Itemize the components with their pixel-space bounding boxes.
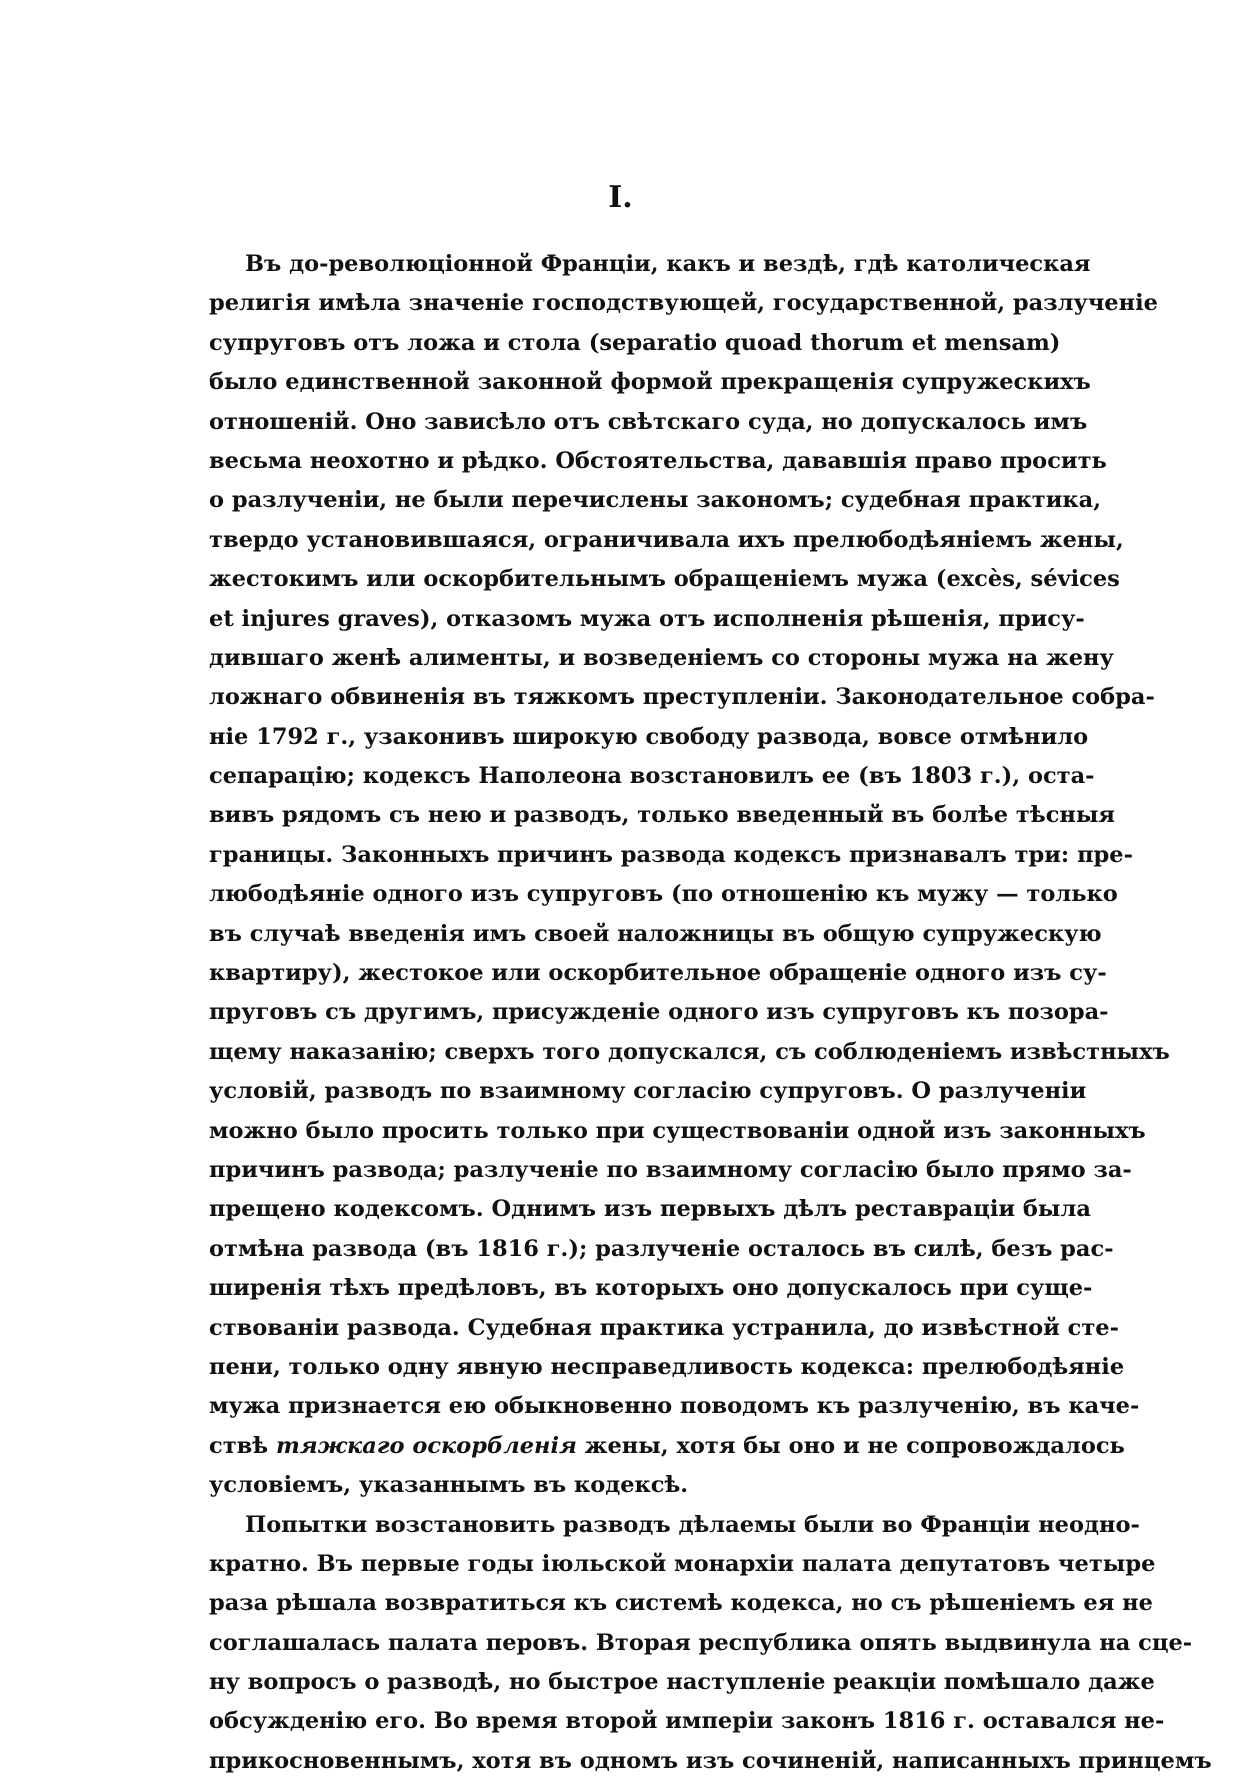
text-line: любодѣяніе одного изъ супруговъ (по отношенію къ мужу — только <box>209 875 1047 914</box>
paragraph-1 <box>209 245 1047 1427</box>
body-text <box>209 245 1047 1781</box>
italic-phrase: тяжкаго оскорбленія <box>276 1433 577 1459</box>
text-line: причинъ развода; разлученіе по взаимному согласію было прямо за- <box>209 1151 1047 1190</box>
text-line: щему наказанію; сверхъ того допускался, съ соблюденіемъ извѣстныхъ <box>209 1033 1047 1072</box>
text-line: раза рѣшала возвратиться къ системѣ кодекса, но съ рѣшеніемъ ея не <box>209 1584 1047 1623</box>
text-line: Попытки возстановить разводъ дѣлаемы были во Франціи неодно- <box>209 1506 1047 1545</box>
text-line: обсужденію его. Во время второй имперіи законъ 1816 г. оставался не- <box>209 1702 1047 1741</box>
chapter-heading: I. <box>0 178 1241 218</box>
text-line: дившаго женѣ алименты, и возведеніемъ со стороны мужа на жену <box>209 639 1047 678</box>
text-line: границы. Законныхъ причинъ развода кодексъ признавалъ три: пре- <box>209 836 1047 875</box>
text-line: весьма неохотно и рѣдко. Обстоятельства, дававшія право просить <box>209 442 1047 481</box>
text-line: въ случаѣ введенія имъ своей наложницы въ общую супружескую <box>209 915 1047 954</box>
text-line: et injures graves), отказомъ мужа отъ исполненія рѣшенія, прису- <box>209 600 1047 639</box>
text-line: ну вопросъ о разводѣ, но быстрое наступленіе реакціи помѣшало даже <box>209 1663 1047 1702</box>
text-line: прещено кодексомъ. Однимъ изъ первыхъ дѣлъ реставраціи была <box>209 1190 1047 1229</box>
paragraph-2 <box>209 1506 1047 1781</box>
text-line: соглашалась палата перовъ. Вторая республика опять выдвинула на сце- <box>209 1624 1047 1663</box>
text-line: отношеній. Оно зависѣло отъ свѣтскаго суда, но допускалось имъ <box>209 403 1047 442</box>
text-line: можно было просить только при существованіи одной изъ законныхъ <box>209 1112 1047 1151</box>
text-line: о разлученіи, не были перечислены закономъ; судебная практика, <box>209 481 1047 520</box>
text-line: твердо установившаяся, ограничивала ихъ прелюбодѣяніемъ жены, <box>209 521 1047 560</box>
text-line: религія имѣла значеніе господствующей, государственной, разлученіе <box>209 284 1047 323</box>
text-line: супруговъ отъ ложа и стола (separatio quoad thorum et mensam) <box>209 324 1047 363</box>
text-line: ширенія тѣхъ предѣловъ, въ которыхъ оно допускалось при суще- <box>209 1269 1047 1308</box>
text-line: было единственной законной формой прекращенія супружескихъ <box>209 363 1047 402</box>
text-line: сепарацію; кодексъ Наполеона возстановилъ ее (въ 1803 г.), оста- <box>209 757 1047 796</box>
text-line: Въ до-революціонной Франціи, какъ и вездѣ, гдѣ католическая <box>209 245 1047 284</box>
text-line: пруговъ съ другимъ, присужденіе одного изъ супруговъ къ позора- <box>209 993 1047 1032</box>
text-line: кратно. Въ первые годы іюльской монархіи палата депутатовъ четыре <box>209 1545 1047 1584</box>
text-line: пени, только одну явную несправедливость кодекса: прелюбодѣяніе <box>209 1348 1047 1387</box>
text-line: жестокимъ или оскорбительнымъ обращеніемъ мужа (excès, sévices <box>209 560 1047 599</box>
text-line: ствованіи развода. Судебная практика устранила, до извѣстной сте- <box>209 1309 1047 1348</box>
text-line: отмѣна развода (въ 1816 г.); разлученіе осталось въ силѣ, безъ рас- <box>209 1230 1047 1269</box>
text-line: квартиру), жестокое или оскорбительное обращеніе одного изъ су- <box>209 954 1047 993</box>
text-line: ствѣ тяжкаго оскорбленія жены, хотя бы оно и не сопровождалось <box>209 1427 1047 1466</box>
text-line: ложнаго обвиненія въ тяжкомъ преступленіи. Законодательное собра- <box>209 678 1047 717</box>
text-line: ніе 1792 г., узаконивъ широкую свободу развода, вовсе отмѣнило <box>209 718 1047 757</box>
text-line: вивъ рядомъ съ нею и разводъ, только введенный въ болѣе тѣсныя <box>209 796 1047 835</box>
text-line: прикосновеннымъ, хотя въ одномъ изъ сочиненій, написанныхъ принцемъ <box>209 1742 1047 1781</box>
text-line: условіемъ, указаннымъ въ кодексѣ. <box>209 1466 1047 1505</box>
text-line: условій, разводъ по взаимному согласію супруговъ. О разлученіи <box>209 1072 1047 1111</box>
text-line: мужа признается ею обыкновенно поводомъ къ разлученію, въ каче- <box>209 1387 1047 1426</box>
